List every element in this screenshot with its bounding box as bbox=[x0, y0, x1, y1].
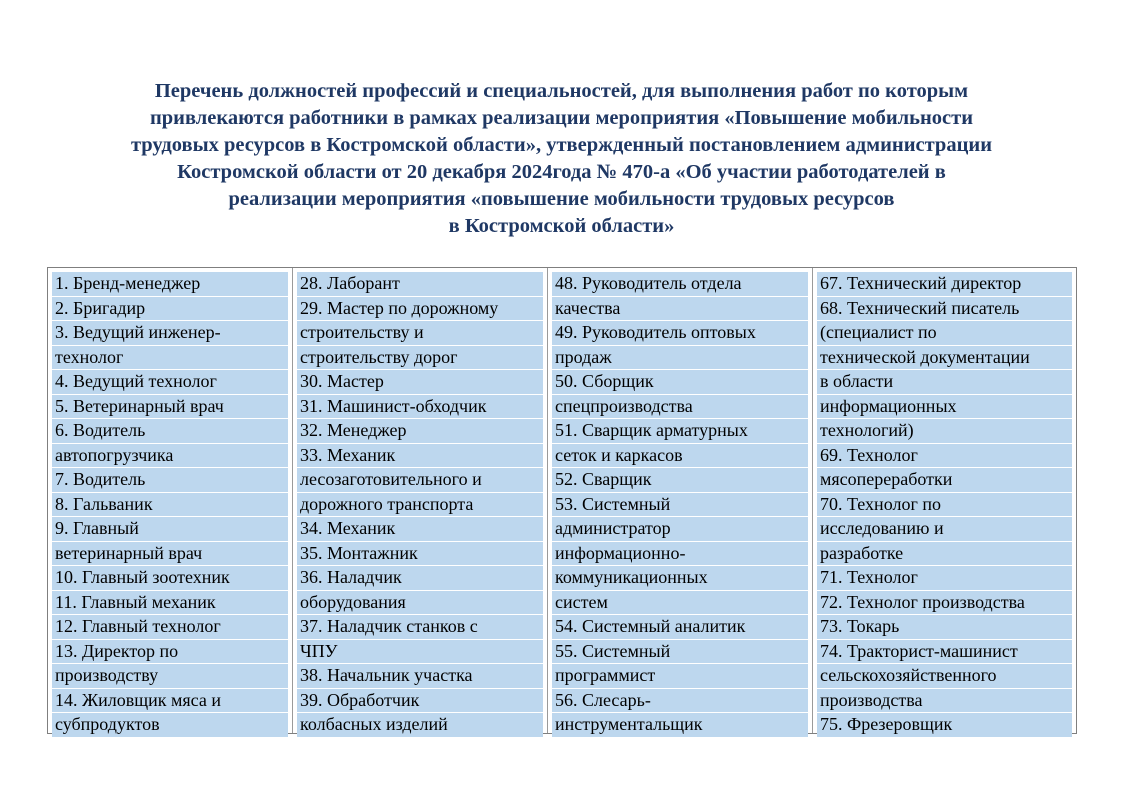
list-item: исследованию и bbox=[817, 517, 1072, 541]
list-item: 74. Тракторист-машинист bbox=[817, 640, 1072, 664]
list-item: 4. Ведущий технолог bbox=[52, 370, 288, 394]
table-column-1 bbox=[48, 268, 293, 733]
list-item: мясопереработки bbox=[817, 468, 1072, 492]
list-item: 8. Гальваник bbox=[52, 493, 288, 517]
list-item: 10. Главный зоотехник bbox=[52, 566, 288, 590]
list-item: 6. Водитель bbox=[52, 419, 288, 443]
title-line: в Костромской области» bbox=[448, 215, 675, 237]
title-line: Перечень должностей профессий и специальностей, для выполнения работ по которым bbox=[154, 80, 969, 102]
list-item: 37. Наладчик станков с bbox=[297, 615, 543, 639]
list-item: 50. Сборщик bbox=[552, 370, 808, 394]
table-column-4 bbox=[813, 268, 1076, 733]
list-item: 34. Механик bbox=[297, 517, 543, 541]
list-item: производства bbox=[817, 689, 1072, 713]
list-item: 52. Сварщик bbox=[552, 468, 808, 492]
list-item: 73. Токарь bbox=[817, 615, 1072, 639]
list-item: 30. Мастер bbox=[297, 370, 543, 394]
title-line: трудовых ресурсов в Костромской области», утвержденный постановлением администрации bbox=[130, 134, 993, 156]
list-item: разработке bbox=[817, 542, 1072, 566]
list-item: информационных bbox=[817, 395, 1072, 419]
list-item: инструментальщик bbox=[552, 713, 808, 737]
list-item: 72. Технолог производства bbox=[817, 591, 1072, 615]
title-line: привлекаются работники в рамках реализации мероприятия «Повышение мобильности bbox=[149, 107, 974, 129]
list-item: строительству и bbox=[297, 321, 543, 345]
list-item: 70. Технолог по bbox=[817, 493, 1072, 517]
list-item: лесозаготовительного и bbox=[297, 468, 543, 492]
list-item: 29. Мастер по дорожному bbox=[297, 297, 543, 321]
list-item: технологий) bbox=[817, 419, 1072, 443]
list-item: субпродуктов bbox=[52, 713, 288, 737]
list-item: администратор bbox=[552, 517, 808, 541]
list-item: 36. Наладчик bbox=[297, 566, 543, 590]
list-item: 54. Системный аналитик bbox=[552, 615, 808, 639]
title-line: реализации мероприятия «повышение мобильности трудовых ресурсов bbox=[228, 188, 895, 210]
list-item: 14. Жиловщик мяса и bbox=[52, 689, 288, 713]
list-item: ветеринарный врач bbox=[52, 542, 288, 566]
list-item: 51. Сварщик арматурных bbox=[552, 419, 808, 443]
title-line: Костромской области от 20 декабря 2024года № 470-а «Об участии работодателей в bbox=[177, 161, 946, 183]
list-item: 38. Начальник участка bbox=[297, 664, 543, 688]
list-item: 75. Фрезеровщик bbox=[817, 713, 1072, 737]
document-title bbox=[40, 78, 1083, 240]
list-item: 55. Системный bbox=[552, 640, 808, 664]
list-item: 49. Руководитель оптовых bbox=[552, 321, 808, 345]
list-item: (специалист по bbox=[817, 321, 1072, 345]
list-item: 13. Директор по bbox=[52, 640, 288, 664]
list-item: 3. Ведущий инженер- bbox=[52, 321, 288, 345]
list-item: производству bbox=[52, 664, 288, 688]
list-item: автопогрузчика bbox=[52, 444, 288, 468]
list-item: технолог bbox=[52, 346, 288, 370]
list-item: 53. Системный bbox=[552, 493, 808, 517]
list-item: 32. Менеджер bbox=[297, 419, 543, 443]
list-item: 35. Монтажник bbox=[297, 542, 543, 566]
list-item: 67. Технический директор bbox=[817, 272, 1072, 296]
list-item: 28. Лаборант bbox=[297, 272, 543, 296]
list-item: 48. Руководитель отдела bbox=[552, 272, 808, 296]
professions-table bbox=[47, 267, 1077, 734]
list-item: 56. Слесарь- bbox=[552, 689, 808, 713]
list-item: колбасных изделий bbox=[297, 713, 543, 737]
list-item: 33. Механик bbox=[297, 444, 543, 468]
list-item: информационно- bbox=[552, 542, 808, 566]
list-item: оборудования bbox=[297, 591, 543, 615]
list-item: 7. Водитель bbox=[52, 468, 288, 492]
list-item: сельскохозяйственного bbox=[817, 664, 1072, 688]
list-item: 5. Ветеринарный врач bbox=[52, 395, 288, 419]
list-item: 69. Технолог bbox=[817, 444, 1072, 468]
list-item: 71. Технолог bbox=[817, 566, 1072, 590]
list-item: качества bbox=[552, 297, 808, 321]
list-item: дорожного транспорта bbox=[297, 493, 543, 517]
list-item: спецпроизводства bbox=[552, 395, 808, 419]
list-item: строительству дорог bbox=[297, 346, 543, 370]
list-item: сеток и каркасов bbox=[552, 444, 808, 468]
list-item: 12. Главный технолог bbox=[52, 615, 288, 639]
list-item: 39. Обработчик bbox=[297, 689, 543, 713]
list-item: ЧПУ bbox=[297, 640, 543, 664]
table-column-2 bbox=[293, 268, 548, 733]
list-item: 2. Бригадир bbox=[52, 297, 288, 321]
list-item: систем bbox=[552, 591, 808, 615]
table-column-3 bbox=[548, 268, 813, 733]
list-item: 31. Машинист-обходчик bbox=[297, 395, 543, 419]
list-item: 68. Технический писатель bbox=[817, 297, 1072, 321]
list-item: 11. Главный механик bbox=[52, 591, 288, 615]
list-item: 9. Главный bbox=[52, 517, 288, 541]
list-item: продаж bbox=[552, 346, 808, 370]
list-item: в области bbox=[817, 370, 1072, 394]
list-item: 1. Бренд-менеджер bbox=[52, 272, 288, 296]
list-item: коммуникационных bbox=[552, 566, 808, 590]
list-item: программист bbox=[552, 664, 808, 688]
list-item: технической документации bbox=[817, 346, 1072, 370]
